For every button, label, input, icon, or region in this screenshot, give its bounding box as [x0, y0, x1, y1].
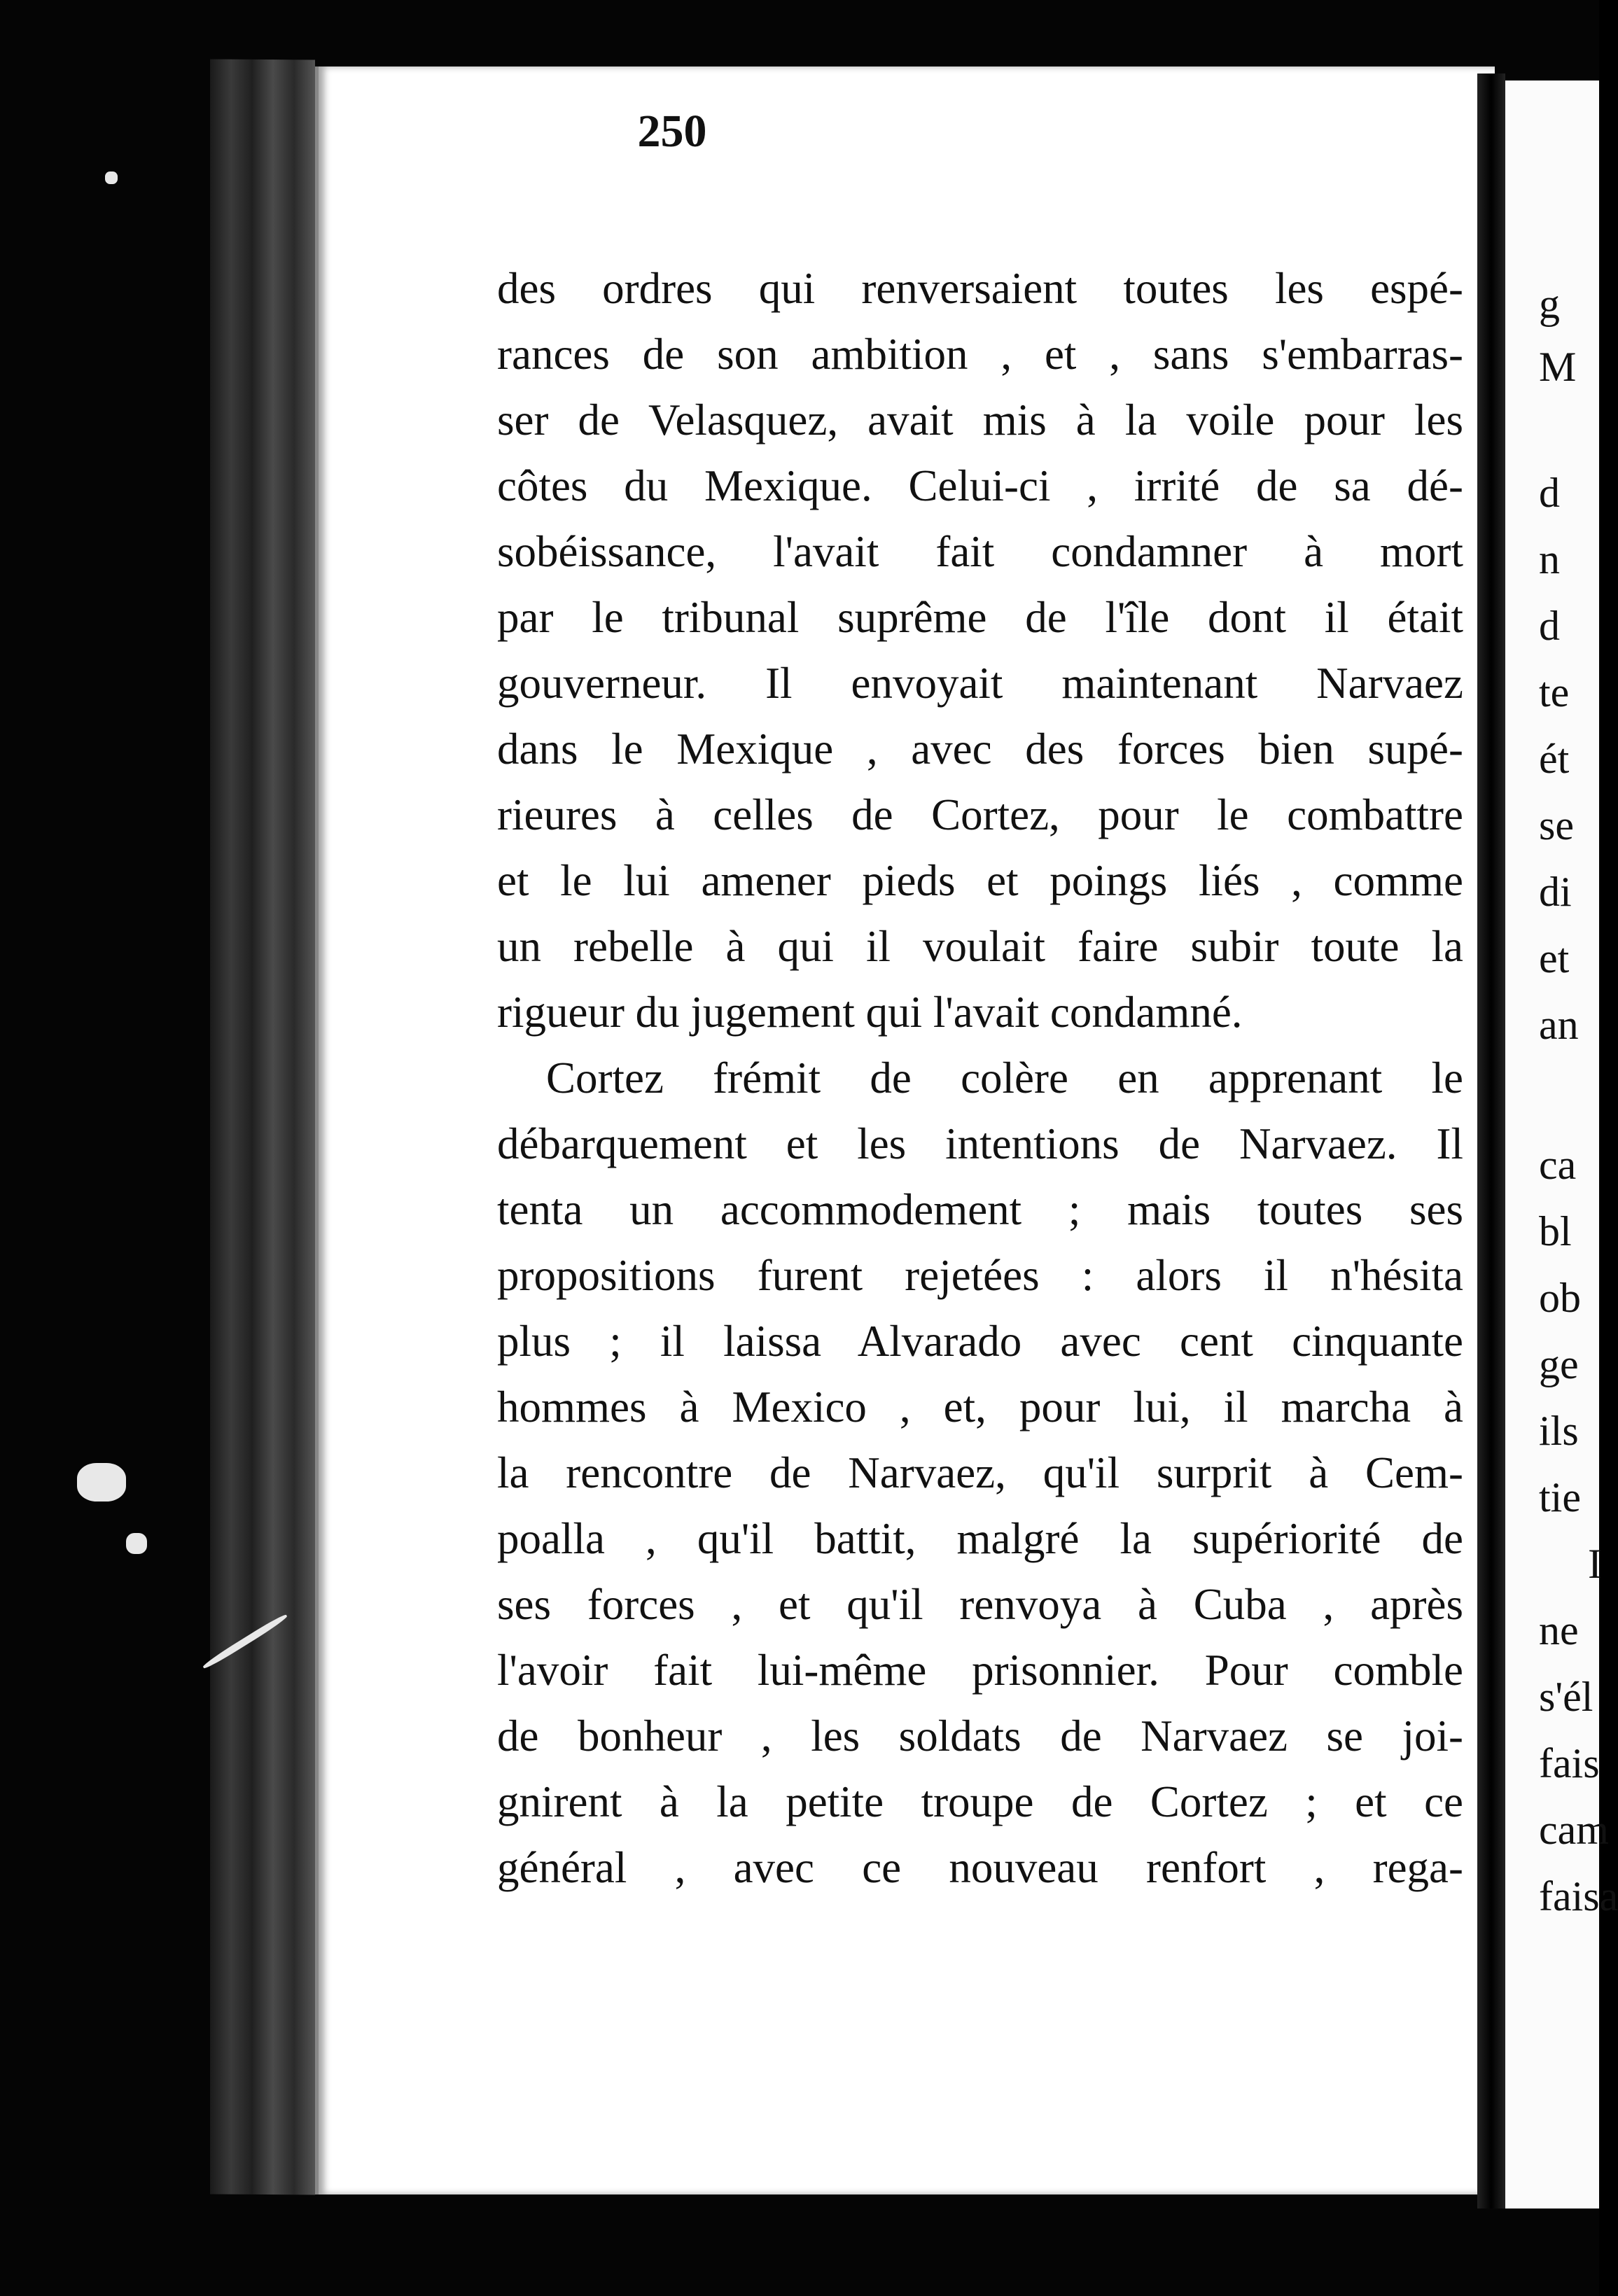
text-fragment: s'él: [1539, 1674, 1593, 1720]
text-line: ser de Velasquez, avait mis à la voile pour les: [497, 396, 1463, 444]
text-line: plus ; il laissa Alvarado avec cent cinquante: [497, 1317, 1463, 1366]
text-line: l'avoir fait lui-même prisonnier. Pour comble: [497, 1646, 1463, 1695]
text-line: hommes à Mexico , et, pour lui, il marcha à: [497, 1382, 1463, 1432]
text-fragment: ils: [1539, 1408, 1579, 1454]
text-fragment: se: [1539, 802, 1574, 848]
text-line: tenta un accommodement ; mais toutes ses: [497, 1185, 1463, 1234]
text-line: gnirent à la petite troupe de Cortez ; et ce: [497, 1777, 1463, 1826]
text-fragment: g: [1539, 281, 1560, 327]
text-fragment: bl: [1539, 1208, 1572, 1254]
text-fragment: d: [1539, 470, 1560, 516]
text-line: par le tribunal suprême de l'île dont il était: [497, 593, 1463, 642]
scan-artifact: [77, 1463, 126, 1502]
text-fragment: faisa: [1539, 1873, 1618, 1919]
text-fragment: di: [1539, 869, 1572, 915]
text-line: sobéissance, l'avait fait condamner à mort: [497, 527, 1463, 576]
paragraph-1: [497, 255, 1463, 1045]
text-fragment: I: [1588, 1541, 1602, 1587]
book-gutter: [1477, 74, 1505, 2208]
text-line: ses forces , et qu'il renvoya à Cuba , après: [497, 1580, 1463, 1629]
text-line: rieures à celles de Cortez, pour le combattre: [497, 790, 1463, 839]
text-fragment: cam: [1539, 1807, 1609, 1853]
scan-artifact: [105, 172, 118, 184]
text-line: la rencontre de Narvaez, qu'il surprit à Cem-: [497, 1448, 1463, 1497]
text-fragment: ca: [1539, 1142, 1577, 1188]
scan-artifact: [126, 1533, 147, 1554]
text-fragment: M: [1539, 344, 1577, 390]
text-line: de bonheur , les soldats de Narvaez se joi-: [497, 1712, 1463, 1760]
text-line: et le lui amener pieds et poings liés , comme: [497, 856, 1463, 905]
text-fragment: tie: [1539, 1474, 1581, 1520]
text-fragment: ge: [1539, 1341, 1579, 1387]
text-fragment: fais: [1539, 1740, 1600, 1786]
page-edges: [210, 59, 315, 2194]
text-line: débarquement et les intentions de Narvaez. Il: [497, 1119, 1463, 1168]
text-line: Cortez frémit de colère en apprenant le: [546, 1054, 1463, 1102]
text-line: rigueur du jugement qui l'avait condamné.: [497, 988, 1243, 1037]
text-line: poalla , qu'il battit, malgré la supériorité de: [497, 1514, 1463, 1563]
text-line: côtes du Mexique. Celui-ci , irrité de sa dé-: [497, 461, 1463, 510]
text-line: rances de son ambition , et , sans s'embarras-: [497, 330, 1463, 379]
text-line: des ordres qui renversaient toutes les espé-: [497, 264, 1463, 313]
page-number: 250: [637, 106, 707, 157]
text-fragment: d: [1539, 603, 1560, 649]
text-fragment: an: [1539, 1002, 1579, 1048]
text-fragment: ét: [1539, 736, 1570, 782]
page-text: [497, 255, 1463, 1900]
text-fragment: n: [1539, 536, 1560, 582]
text-line: gouverneur. Il envoyait maintenant Narvaez: [497, 659, 1463, 708]
text-line: un rebelle à qui il voulait faire subir toute la: [497, 922, 1463, 971]
paragraph-2: [497, 1045, 1463, 1900]
text-line: propositions furent rejetées : alors il n'hésita: [497, 1251, 1463, 1300]
text-line: dans le Mexique , avec des forces bien supé-: [497, 724, 1463, 774]
text-fragment: ob: [1539, 1275, 1581, 1321]
text-fragment: ne: [1539, 1607, 1579, 1653]
text-fragment: et: [1539, 935, 1570, 981]
text-line: général , avec ce nouveau renfort , rega-: [497, 1843, 1463, 1892]
text-fragment: te: [1539, 669, 1570, 715]
